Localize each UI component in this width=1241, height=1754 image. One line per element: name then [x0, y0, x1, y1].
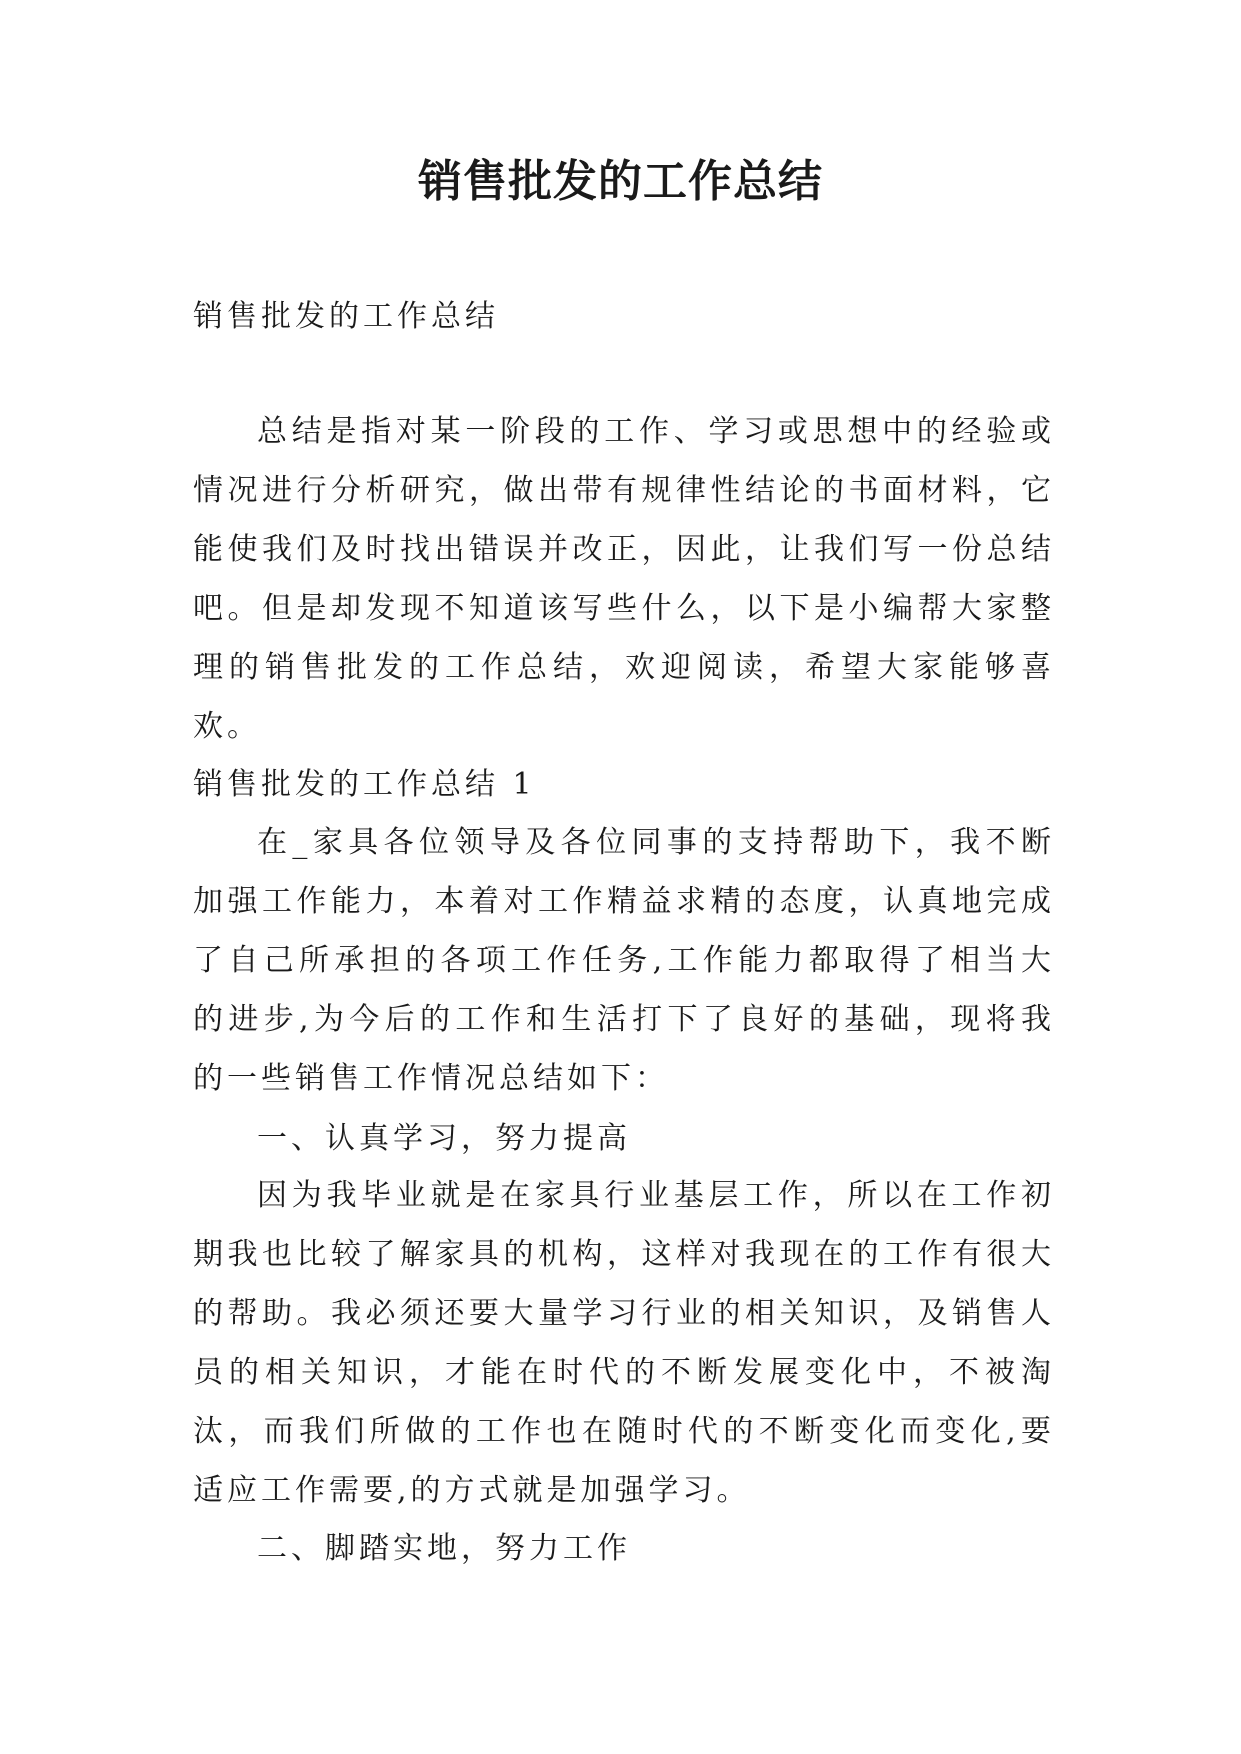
document-title: 销售批发的工作总结 [418, 156, 823, 207]
body-paragraph-1: 在_家具各位领导及各位同事的支持帮助下，我不断加强工作能力，本着对工作精益求精的态度，认真地完成了自己所承担的各项工作任务,工作能力都取得了相当大的进步,为今后的工作和生活打下了良好的基础，现将我的一些销售工作情况总结如下： [193, 825, 1055, 1096]
section-heading-1: 销售批发的工作总结 1 [193, 767, 536, 802]
body-paragraph-2: 因为我毕业就是在家具行业基层工作，所以在工作初期我也比较了解家具的机构，这样对我现在的工作有很大的帮助。我必须还要大量学习行业的相关知识，及销售人员的相关知识，才能在时代的不断发展变化中，不被淘汰，而我们所做的工作也在随时代的不断变化而变化,要适应工作需要,的方式就是加强学习。 [193, 1178, 1055, 1508]
intro-paragraph: 总结是指对某一阶段的工作、学习或思想中的经验或情况进行分析研究，做出带有规律性结论的书面材料，它能使我们及时找出错误并改正，因此，让我们写一份总结吧。但是却发现不知道该写些什么，以下是小编帮大家整理的销售批发的工作总结，欢迎阅读，希望大家能够喜欢。 [193, 414, 1055, 744]
subsection-heading-1: 一、认真学习，努力提高 [257, 1121, 631, 1156]
subsection-heading-2: 二、脚踏实地，努力工作 [257, 1531, 631, 1566]
document-subtitle: 销售批发的工作总结 [193, 299, 499, 334]
